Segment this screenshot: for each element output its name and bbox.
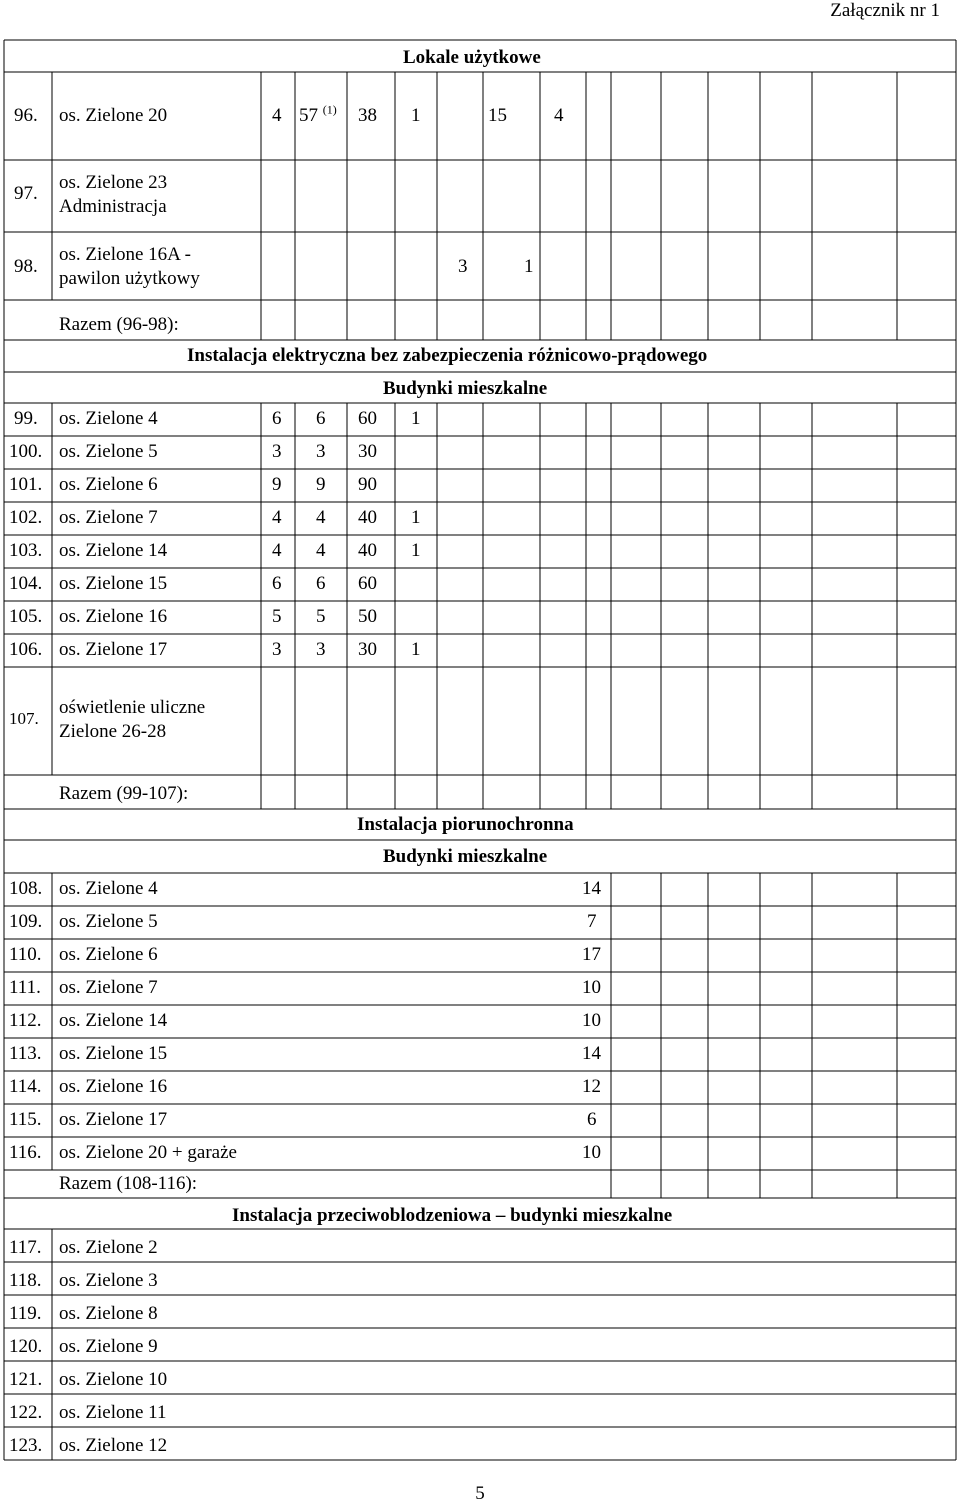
row-number: 123. (9, 1435, 43, 1456)
row-number: 104. (9, 573, 43, 594)
total-label: Razem (96-98): (59, 314, 179, 335)
cell-value: 4 (272, 540, 282, 561)
row-number: 115. (9, 1109, 42, 1130)
cell-value: 1 (411, 507, 421, 528)
section-title-lokale: Lokale użytkowe (403, 47, 541, 68)
cell-value: 38 (358, 105, 377, 126)
cell-value: 6 (272, 408, 282, 429)
row-name: os. Zielone 23 (59, 172, 168, 193)
cell-value: 5 (272, 606, 282, 627)
row-name: oświetlenie uliczne (59, 697, 206, 718)
row-number: 103. (9, 540, 43, 561)
row-name: os. Zielone 3 (59, 1270, 158, 1291)
section-title-elektryczna: Instalacja elektryczna bez zabezpieczenia różnicowo-prądowego (187, 345, 708, 366)
cell-value: 1 (411, 639, 421, 660)
row-name: os. Zielone 12 (59, 1435, 168, 1456)
row-number: 119. (9, 1303, 42, 1324)
section-subtitle: Budynki mieszkalne (383, 846, 548, 867)
cell-value: 4 (316, 507, 326, 528)
row-number: 110. (9, 944, 42, 965)
cell-value: 3 (458, 256, 468, 277)
row-name: os. Zielone 15 (59, 1043, 168, 1064)
row-name: os. Zielone 9 (59, 1336, 158, 1357)
row-name: os. Zielone 16 (59, 1076, 168, 1097)
row-name: os. Zielone 6 (59, 944, 158, 965)
row-number: 114. (9, 1076, 42, 1097)
cell-value: 4 (272, 507, 282, 528)
row-number: 98. (14, 256, 38, 277)
row-name: os. Zielone 15 (59, 573, 168, 594)
cell-value: 50 (358, 606, 377, 627)
cell-value: 10 (582, 977, 601, 998)
cell-value: 4 (316, 540, 326, 561)
cell-value: 9 (272, 474, 282, 495)
row-name: pawilon użytkowy (59, 268, 200, 289)
row-number: 101. (9, 474, 43, 495)
cell-value: 12 (582, 1076, 601, 1097)
row-number: 113. (9, 1043, 42, 1064)
cell-value: 3 (272, 441, 282, 462)
row-name: os. Zielone 7 (59, 977, 158, 998)
cell-value: 10 (582, 1010, 601, 1031)
row-number: 121. (9, 1369, 43, 1390)
cell-value: 5 (316, 606, 326, 627)
row-name: os. Zielone 14 (59, 540, 168, 561)
cell-value: 6 (587, 1109, 597, 1130)
total-label: Razem (99-107): (59, 783, 189, 804)
cell-value: 17 (582, 944, 601, 965)
row-name: os. Zielone 16A - (59, 244, 191, 265)
cell-value: 10 (582, 1142, 601, 1163)
attachment-label: Załącznik nr 1 (830, 0, 940, 21)
cell-value: 14 (582, 1043, 601, 1064)
cell-value: 14 (582, 878, 601, 899)
row-number: 106. (9, 639, 43, 660)
row-number: 120. (9, 1336, 43, 1357)
row-number: 108. (9, 878, 43, 899)
cell-value: 4 (554, 105, 564, 126)
row-name: os. Zielone 6 (59, 474, 158, 495)
row-number: 107. (9, 709, 39, 728)
cell-value: 60 (358, 573, 377, 594)
row-number: 99. (14, 408, 38, 429)
cell-value: 1 (411, 540, 421, 561)
cell-value: 1 (524, 256, 534, 277)
row-name: os. Zielone 11 (59, 1402, 167, 1423)
row-number: 96. (14, 105, 38, 126)
row-name: os. Zielone 5 (59, 911, 158, 932)
cell-value: 9 (316, 474, 326, 495)
cell-value: 4 (272, 105, 282, 126)
row-name: os. Zielone 8 (59, 1303, 158, 1324)
section-title-przeciwoblodzeniowa: Instalacja przeciwoblodzeniowa – budynki mieszkalne (232, 1205, 673, 1226)
row-name: os. Zielone 17 (59, 639, 168, 660)
cell-value: 3 (316, 441, 326, 462)
row-number: 116. (9, 1142, 42, 1163)
row-name: os. Zielone 5 (59, 441, 158, 462)
row-name: os. Zielone 4 (59, 408, 158, 429)
row-name: os. Zielone 20 + garaże (59, 1142, 237, 1163)
row-number: 111. (9, 977, 41, 998)
total-label: Razem (108-116): (59, 1173, 198, 1194)
cell-value: 57 $^{(1)}$ (299, 102, 337, 126)
row-name: Administracja (59, 196, 167, 217)
footnote-marker: (1) (322, 102, 337, 117)
section-subtitle: Budynki mieszkalne (383, 378, 548, 399)
row-number: 112. (9, 1010, 42, 1031)
cell-value: 7 (587, 911, 597, 932)
row-name: os. Zielone 17 (59, 1109, 168, 1130)
row-name: os. Zielone 10 (59, 1369, 168, 1390)
row-number: 118. (9, 1270, 42, 1291)
cell-value: 6 (272, 573, 282, 594)
row-number: 102. (9, 507, 43, 528)
cell-value: 3 (272, 639, 282, 660)
row-number: 117. (9, 1237, 42, 1258)
page-number: 5 (475, 1483, 485, 1504)
row-number: 109. (9, 911, 43, 932)
cell-value: 1 (411, 105, 421, 126)
cell-value: 15 (488, 105, 507, 126)
row-number: 105. (9, 606, 43, 627)
section-title-piorunochronna: Instalacja piorunochronna (357, 814, 574, 835)
cell-value: 6 (316, 408, 326, 429)
cell-value: 30 (358, 639, 377, 660)
cell-value: 90 (358, 474, 377, 495)
cell-value: 6 (316, 573, 326, 594)
cell-value: 1 (411, 408, 421, 429)
row-name: os. Zielone 14 (59, 1010, 168, 1031)
row-number: 97. (14, 183, 38, 204)
row-name: os. Zielone 4 (59, 878, 158, 899)
cell-value: 60 (358, 408, 377, 429)
row-name: os. Zielone 7 (59, 507, 158, 528)
cell-value: 40 (358, 540, 377, 561)
row-name: Zielone 26-28 (59, 721, 167, 742)
row-number: 122. (9, 1402, 43, 1423)
cell-value: 3 (316, 639, 326, 660)
row-name: os. Zielone 16 (59, 606, 168, 627)
row-name: os. Zielone 20 (59, 105, 168, 126)
cell-value: 30 (358, 441, 377, 462)
row-name: os. Zielone 2 (59, 1237, 158, 1258)
cell-value: 40 (358, 507, 377, 528)
row-number: 100. (9, 441, 43, 462)
